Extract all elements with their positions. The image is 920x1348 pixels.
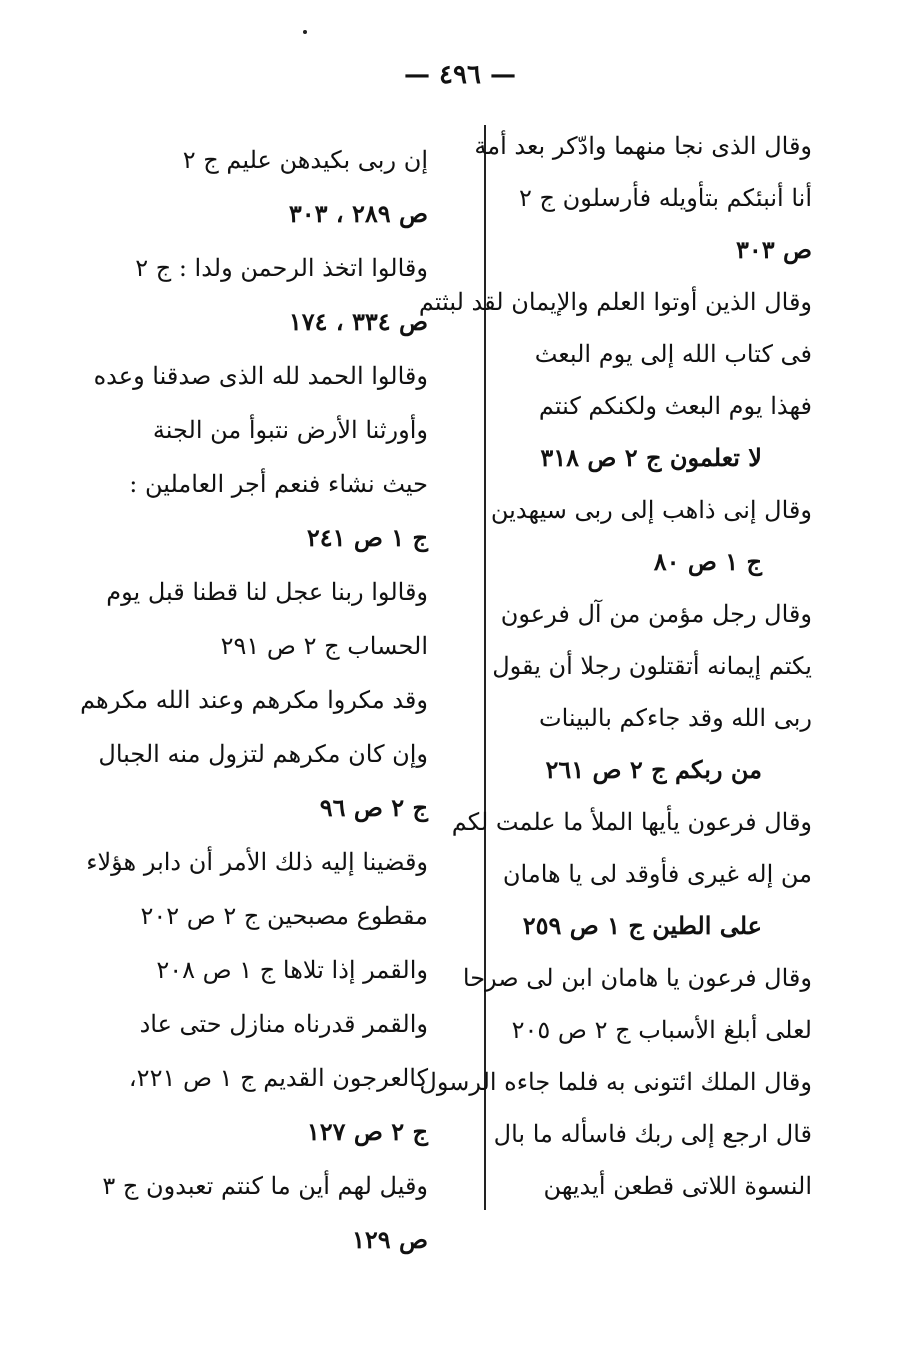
right-column [418, 120, 812, 1212]
reference-line: ص ٣٣٤ ، ١٧٤ [288, 307, 428, 336]
verse-line: وقال الذين أوتوا العلم والإيمان لقد لبثتم [418, 288, 812, 316]
verse-line: لعلى أبلغ الأسباب ج ٢ ص ٢٠٥ [511, 1016, 812, 1044]
verse-line: من إله غيرى فأوقد لى يا هامان [502, 860, 812, 888]
verse-line: وإن كان مكرهم لتزول منه الجبال [98, 740, 428, 768]
verse-line: كالعرجون القديم ج ١ ص ٢٢١، [128, 1064, 428, 1092]
verse-line: وقال الملك ائتونى به فلما جاءه الرسول [419, 1068, 812, 1096]
verse-line: مقطوع مصبحين ج ٢ ص ٢٠٢ [140, 902, 428, 930]
verse-line: فى كتاب الله إلى يوم البعث [534, 340, 812, 368]
verse-line: والقمر قدرناه منازل حتى عاد [139, 1010, 428, 1038]
verse-line: وقال فرعون يأيها الملأ ما علمت لكم [451, 808, 812, 836]
verse-line: وقال رجل مؤمن من آل فرعون [500, 600, 812, 628]
verse-line: وقال الذى نجا منهما وادّكر بعد أمة [474, 132, 812, 160]
verse-line: إن ربى بكيدهن عليم ج ٢ [182, 146, 428, 174]
verse-line: وأورثنا الأرض نتبوأ من الجنة [152, 416, 428, 444]
verse-line: أنا أنبئكم بتأويله فأرسلون ج ٢ [518, 184, 812, 212]
verse-line: وقيل لهم أين ما كنتم تعبدون ج ٣ [102, 1172, 428, 1200]
page-number: — ٤٩٦ — [403, 60, 517, 90]
reference-line: ج ١ ص ٢٤١ [306, 523, 428, 552]
verse-line: وقال فرعون يا هامان ابن لى صرحا [462, 964, 812, 992]
reference-line: ص ٢٨٩ ، ٣٠٣ [288, 199, 428, 228]
reference-line: ج ٢ ص ١٢٧ [306, 1117, 428, 1146]
verse-line: وقضينا إليه ذلك الأمر أن دابر هؤلاء [86, 848, 428, 876]
reference-line: ج ٢ ص ٩٦ [319, 793, 428, 822]
verse-line: قال ارجع إلى ربك فاسأله ما بال [493, 1120, 812, 1148]
left-column [80, 133, 428, 1267]
reference-line: ص ٣٠٣ [735, 235, 812, 264]
verse-line: ربى الله وقد جاءكم بالبينات [538, 704, 812, 732]
verse-line: الحساب ج ٢ ص ٢٩١ [220, 632, 428, 660]
verse-line: وقالوا الحمد لله الذى صدقنا وعده [93, 362, 428, 390]
verse-line: فهذا يوم البعث ولكنكم كنتم [538, 392, 812, 420]
ink-dot [303, 30, 307, 34]
verse-line: وقد مكروا مكرهم وعند الله مكرهم [80, 686, 428, 714]
reference-line: من ربكم ج ٢ ص ٢٦١ [545, 755, 762, 784]
verse-line: وقالوا اتخذ الرحمن ولدا : ج ٢ [135, 254, 428, 282]
reference-line: على الطين ج ١ ص ٢٥٩ [522, 911, 762, 940]
verse-line: حيث نشاء فنعم أجر العاملين : [129, 470, 428, 498]
reference-line: ص ١٢٩ [351, 1225, 428, 1254]
reference-line: لا تعلمون ج ٢ ص ٣١٨ [540, 443, 762, 472]
reference-line: ج ١ ص ٨٠ [653, 547, 762, 576]
verse-line: النسوة اللاتى قطعن أيديهن [543, 1172, 812, 1200]
verse-line: وقالوا ربنا عجل لنا قطنا قبل يوم [106, 578, 428, 606]
verse-line: يكتم إيمانه أتقتلون رجلا أن يقول [492, 652, 812, 680]
verse-line: وقال إنى ذاهب إلى ربى سيهدين [490, 496, 812, 524]
verse-line: والقمر إذا تلاها ج ١ ص ٢٠٨ [156, 956, 428, 984]
